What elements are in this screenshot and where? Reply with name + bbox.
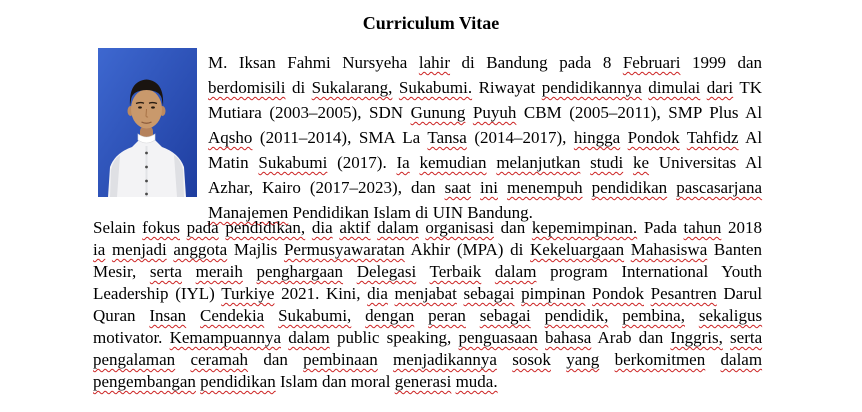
word: (IYL) [175, 284, 215, 303]
word: 2021. [281, 284, 320, 303]
misspelled-word: Pondok [627, 128, 680, 147]
misspelled-word: dia [367, 284, 388, 303]
misspelled-word: pendidikan [200, 372, 276, 391]
word: Youth [721, 262, 763, 281]
profile-photo [98, 48, 197, 197]
misspelled-word: pembina, [622, 306, 685, 325]
misspelled-word: pembinaan [303, 350, 378, 369]
misspelled-word: ke [632, 153, 650, 172]
misspelled-word: Turkiye [221, 284, 275, 303]
misspelled-word: serta [730, 328, 763, 347]
bio-paragraph-education [208, 50, 762, 225]
misspelled-word: berkomitmen [614, 350, 706, 369]
misspelled-word: pendidik, [544, 306, 609, 325]
misspelled-word: sebagai [479, 306, 531, 325]
misspelled-word: Manajemen [208, 203, 289, 222]
misspelled-word: menempuh [507, 178, 583, 197]
word: di [291, 78, 306, 97]
misspelled-word: aktif [339, 218, 371, 237]
text-line [208, 175, 762, 200]
misspelled-word: Ia [396, 153, 410, 172]
misspelled-word: kepemimpinan. [531, 218, 638, 237]
word: Plus [709, 103, 739, 122]
misspelled-word: tahun [683, 218, 722, 237]
word: dan [321, 372, 347, 391]
word: SDN [369, 103, 404, 122]
word: (2017–2023), [309, 178, 402, 197]
misspelled-word: penghargaan [256, 262, 344, 281]
misspelled-word: pimpinan [521, 284, 586, 303]
text-line [208, 125, 762, 150]
word: moral [350, 372, 391, 391]
word: Kini, [325, 284, 361, 303]
misspelled-word: peran [428, 306, 466, 325]
misspelled-word: pengembangan [93, 372, 196, 391]
misspelled-word: Februari [622, 53, 681, 72]
word: (MPA) [456, 240, 504, 259]
word: (2003–2005), [269, 103, 362, 122]
misspelled-word: yang [566, 350, 600, 369]
word: Mesir, [93, 262, 137, 281]
misspelled-word: studi [590, 153, 624, 172]
profile-photo-graphic [98, 48, 197, 197]
misspelled-word: Sukabumi. [398, 78, 473, 97]
word: Riwayat [478, 78, 536, 97]
misspelled-word: pascasarjana [676, 178, 763, 197]
word: 2018 [728, 218, 762, 237]
misspelled-word: Mahasiswa [630, 240, 708, 259]
text-line [93, 371, 762, 393]
misspelled-word: dalam [494, 262, 537, 281]
word: TK [739, 78, 763, 97]
word: program [550, 262, 608, 281]
word: SMP [668, 103, 702, 122]
word: motivator. [93, 328, 163, 347]
misspelled-word: ia [93, 240, 106, 259]
misspelled-word: penguasaan [458, 328, 538, 347]
word: di [415, 203, 429, 222]
misspelled-word: generasi [394, 372, 452, 391]
word: Pendidikan [292, 203, 369, 222]
word: Al [745, 103, 763, 122]
misspelled-word: melanjutkan [496, 153, 581, 172]
misspelled-word: Tahfidz [686, 128, 739, 147]
misspelled-word: organisasi [425, 218, 494, 237]
word: Fahmi [287, 53, 331, 72]
text-line [93, 349, 762, 371]
misspelled-word: Delegasi [356, 262, 417, 281]
word: (2011–2014), [259, 128, 352, 147]
word: dan [263, 350, 288, 369]
word: CBM [523, 103, 562, 122]
word: Majlis [233, 240, 278, 259]
text-line [208, 100, 762, 125]
misspelled-word: sekaligus [698, 306, 763, 325]
misspelled-word: Aqsho [208, 128, 253, 147]
misspelled-word: Inggris, [670, 328, 723, 347]
misspelled-word: saat [444, 178, 472, 197]
word: Quran [93, 306, 136, 325]
misspelled-word: pendidikan, [225, 218, 306, 237]
word: dan [737, 53, 762, 72]
word: (2014–2017), [474, 128, 567, 147]
misspelled-word: Pondok [592, 284, 644, 303]
misspelled-word: Tansa [427, 128, 467, 147]
misspelled-word: dalam [288, 328, 330, 347]
misspelled-word: dimulai [648, 78, 701, 97]
word: Universitas [658, 153, 737, 172]
word: di [510, 240, 524, 259]
misspelled-word: pendidikannya [541, 78, 642, 97]
misspelled-word: Sukabumi, [278, 306, 352, 325]
word: dan [411, 178, 436, 197]
misspelled-word: pada [186, 218, 219, 237]
word: public [336, 328, 380, 347]
word: dan [638, 328, 664, 347]
word: SMA [358, 128, 395, 147]
word: (2005–2011), [569, 103, 661, 122]
word: International [621, 262, 709, 281]
text-line [93, 261, 762, 283]
word: Kairo [262, 178, 301, 197]
word: Arab [597, 328, 632, 347]
misspelled-word: dia [311, 218, 333, 237]
misspelled-word: sosok [512, 350, 551, 369]
word: Bandung [486, 53, 548, 72]
word: Al [745, 153, 763, 172]
misspelled-word: dari [706, 78, 734, 97]
misspelled-word: sebagai [463, 284, 515, 303]
misspelled-word: ini [480, 178, 498, 197]
misspelled-word: pendidikan [591, 178, 668, 197]
word: pada [559, 53, 592, 72]
word: Iksan [238, 53, 276, 72]
misspelled-word: fokus [142, 218, 180, 237]
text-line [208, 75, 762, 100]
misspelled-word: kemudian [419, 153, 487, 172]
text-line [93, 283, 762, 305]
misspelled-word: Permusyawaratan [283, 240, 405, 259]
word: (2017). [337, 153, 387, 172]
word: Al [745, 128, 763, 147]
misspelled-word: Insan [149, 306, 187, 325]
misspelled-word: menjabat [394, 284, 457, 303]
text-line [93, 327, 762, 349]
misspelled-word: Puyuh [472, 103, 517, 122]
text-line [93, 239, 762, 261]
word: Matin [208, 153, 249, 172]
word: UIN [432, 203, 463, 222]
word: dan [500, 218, 526, 237]
misspelled-word: pengalaman [93, 350, 176, 369]
word: 1999 [691, 53, 726, 72]
misspelled-word: ceramah [190, 350, 249, 369]
misspelled-word: lahir [418, 53, 451, 72]
document-title: Curriculum Vitae [362, 13, 500, 33]
word: Banten [713, 240, 763, 259]
misspelled-word: hingga [573, 128, 621, 147]
word: Islam [373, 203, 412, 222]
word: Azhar, [208, 178, 254, 197]
misspelled-word: muda. [455, 372, 498, 391]
text-line [208, 50, 762, 75]
misspelled-word: menjadikannya [393, 350, 497, 369]
text-line [208, 150, 762, 175]
bio-paragraph-organization [93, 217, 762, 393]
word: Islam [279, 372, 318, 391]
misspelled-word: Cendekia [200, 306, 265, 325]
misspelled-word: serta [149, 262, 182, 281]
word: La [402, 128, 421, 147]
word: Bandung. [467, 203, 533, 222]
misspelled-word: meraih [195, 262, 243, 281]
misspelled-word: dalam [720, 350, 763, 369]
word: M. [208, 53, 228, 72]
misspelled-word: anggota [173, 240, 228, 259]
misspelled-word: Kekeluargaan [530, 240, 625, 259]
misspelled-word: Sukabumi [258, 153, 328, 172]
word: di [461, 53, 475, 72]
misspelled-word: berdomisili [208, 78, 286, 97]
word: speaking, [386, 328, 452, 347]
misspelled-word: dalam [377, 218, 419, 237]
word: Darul [723, 284, 763, 303]
word: Mutiara [208, 103, 262, 122]
word: Selain [93, 218, 136, 237]
misspelled-word: Kemampuannya [169, 328, 282, 347]
misspelled-word: bahasa [545, 328, 592, 347]
word: Akhir [410, 240, 451, 259]
misspelled-word: Sukalarang, [311, 78, 393, 97]
misspelled-word: Gunung [410, 103, 466, 122]
word: Nursyeha [342, 53, 408, 72]
word: Leadership [93, 284, 169, 303]
word: 8 [602, 53, 612, 72]
misspelled-word: Pesantren [650, 284, 717, 303]
misspelled-word: dengan [365, 306, 415, 325]
word: Pada [643, 218, 677, 237]
text-line [93, 217, 762, 239]
misspelled-word: Terbaik [429, 262, 482, 281]
misspelled-word: menjadi [111, 240, 167, 259]
text-line [93, 305, 762, 327]
